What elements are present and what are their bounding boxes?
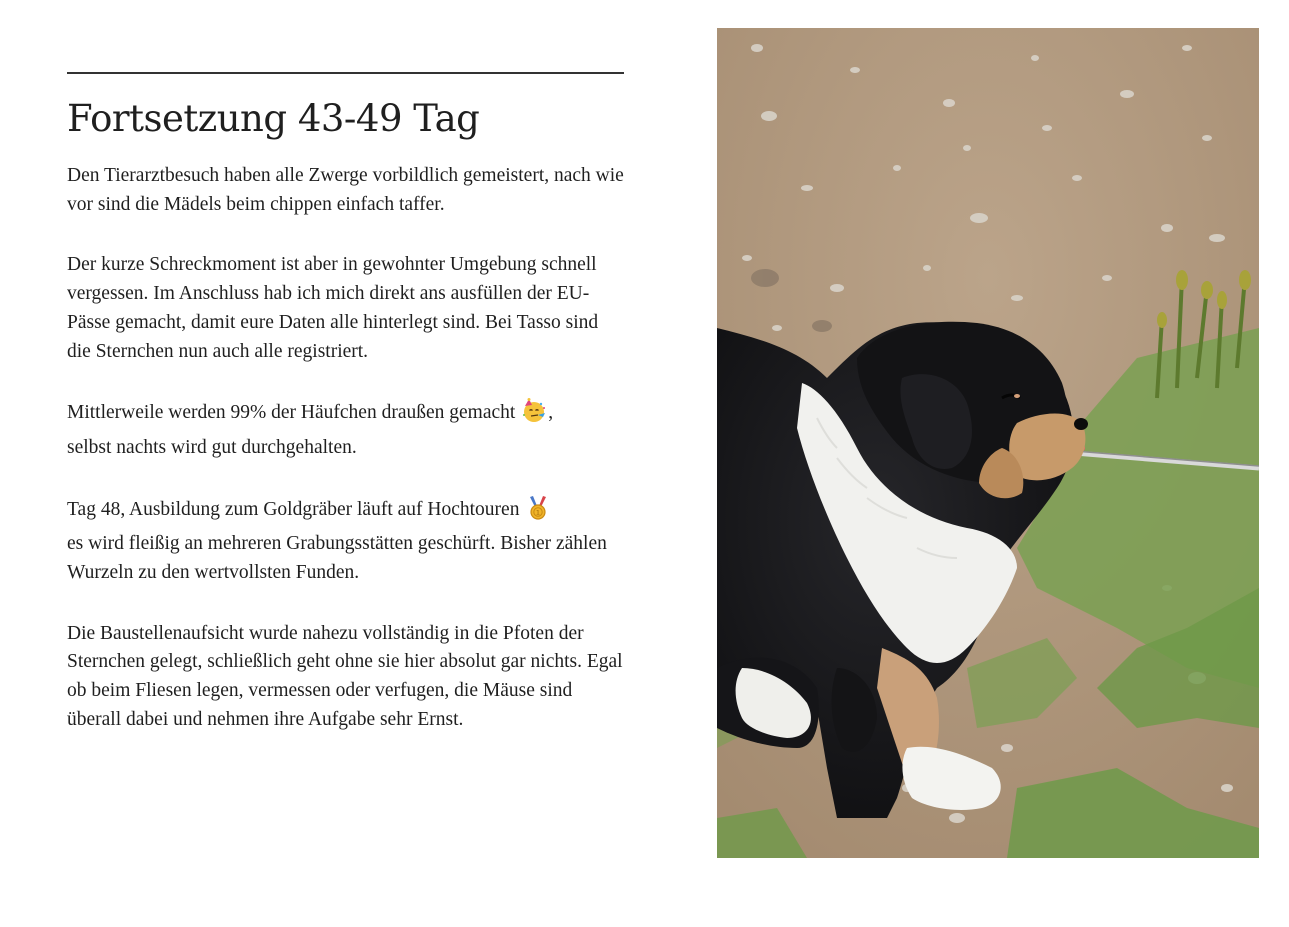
paragraph-housetraining-text: Mittlerweile werden 99% der Häufchen draußen gemacht: [67, 402, 516, 424]
paragraph-gold-digger-line1: Tag 48, Ausbildung zum Goldgräber läuft auf Hochtouren: [67, 498, 520, 520]
svg-text:1: 1: [536, 508, 541, 517]
article: [67, 72, 624, 735]
puppy-photo-illustration: [717, 28, 1259, 858]
paragraph-vet-visit: Den Tierarztbesuch haben alle Zwerge vorbildlich gemeistert, nach wie vor sind die Mädels beim chippen einfach taffer.: [67, 165, 624, 215]
partying-face-icon: [521, 398, 547, 424]
page-title: Fortsetzung 43-49 Tag: [67, 97, 480, 140]
paragraph-housetraining: [67, 398, 624, 462]
paragraph-housetraining-line2: selbst nachts wird gut durchgehalten.: [67, 436, 357, 458]
paragraph-gold-digger: [67, 495, 624, 588]
paragraph-eu-passports: Der kurze Schreckmoment ist aber in gewohnter Umgebung schnell vergessen. Im Anschluss hab ich mich direkt ans ausfüllen der EU-Pässe gemacht, damit eure Daten alle hinterlegt sind. Bei Tasso sind die Sternchen nun auch alle registriert.: [67, 254, 599, 362]
title-divider: [67, 72, 624, 74]
paragraph-housetraining-comma: ,: [548, 402, 554, 424]
puppy-photo: [717, 28, 1259, 858]
paragraph-construction-supervision: Die Baustellenaufsicht wurde nahezu vollständig in die Pfoten der Sternchen gelegt, schließlich geht ohne sie hier absolut gar nichts. Egal ob beim Fliesen legen, vermessen oder verfugen, die Mäuse sind überall dabei und nehmen ihre Aufgabe sehr Ernst.: [67, 622, 623, 730]
gold-medal-icon: [525, 495, 551, 521]
paragraph-gold-digger-rest: es wird fleißig an mehreren Grabungsstätten geschürft. Bisher zählen Wurzeln zu den wertvollsten Funden.: [67, 533, 607, 584]
